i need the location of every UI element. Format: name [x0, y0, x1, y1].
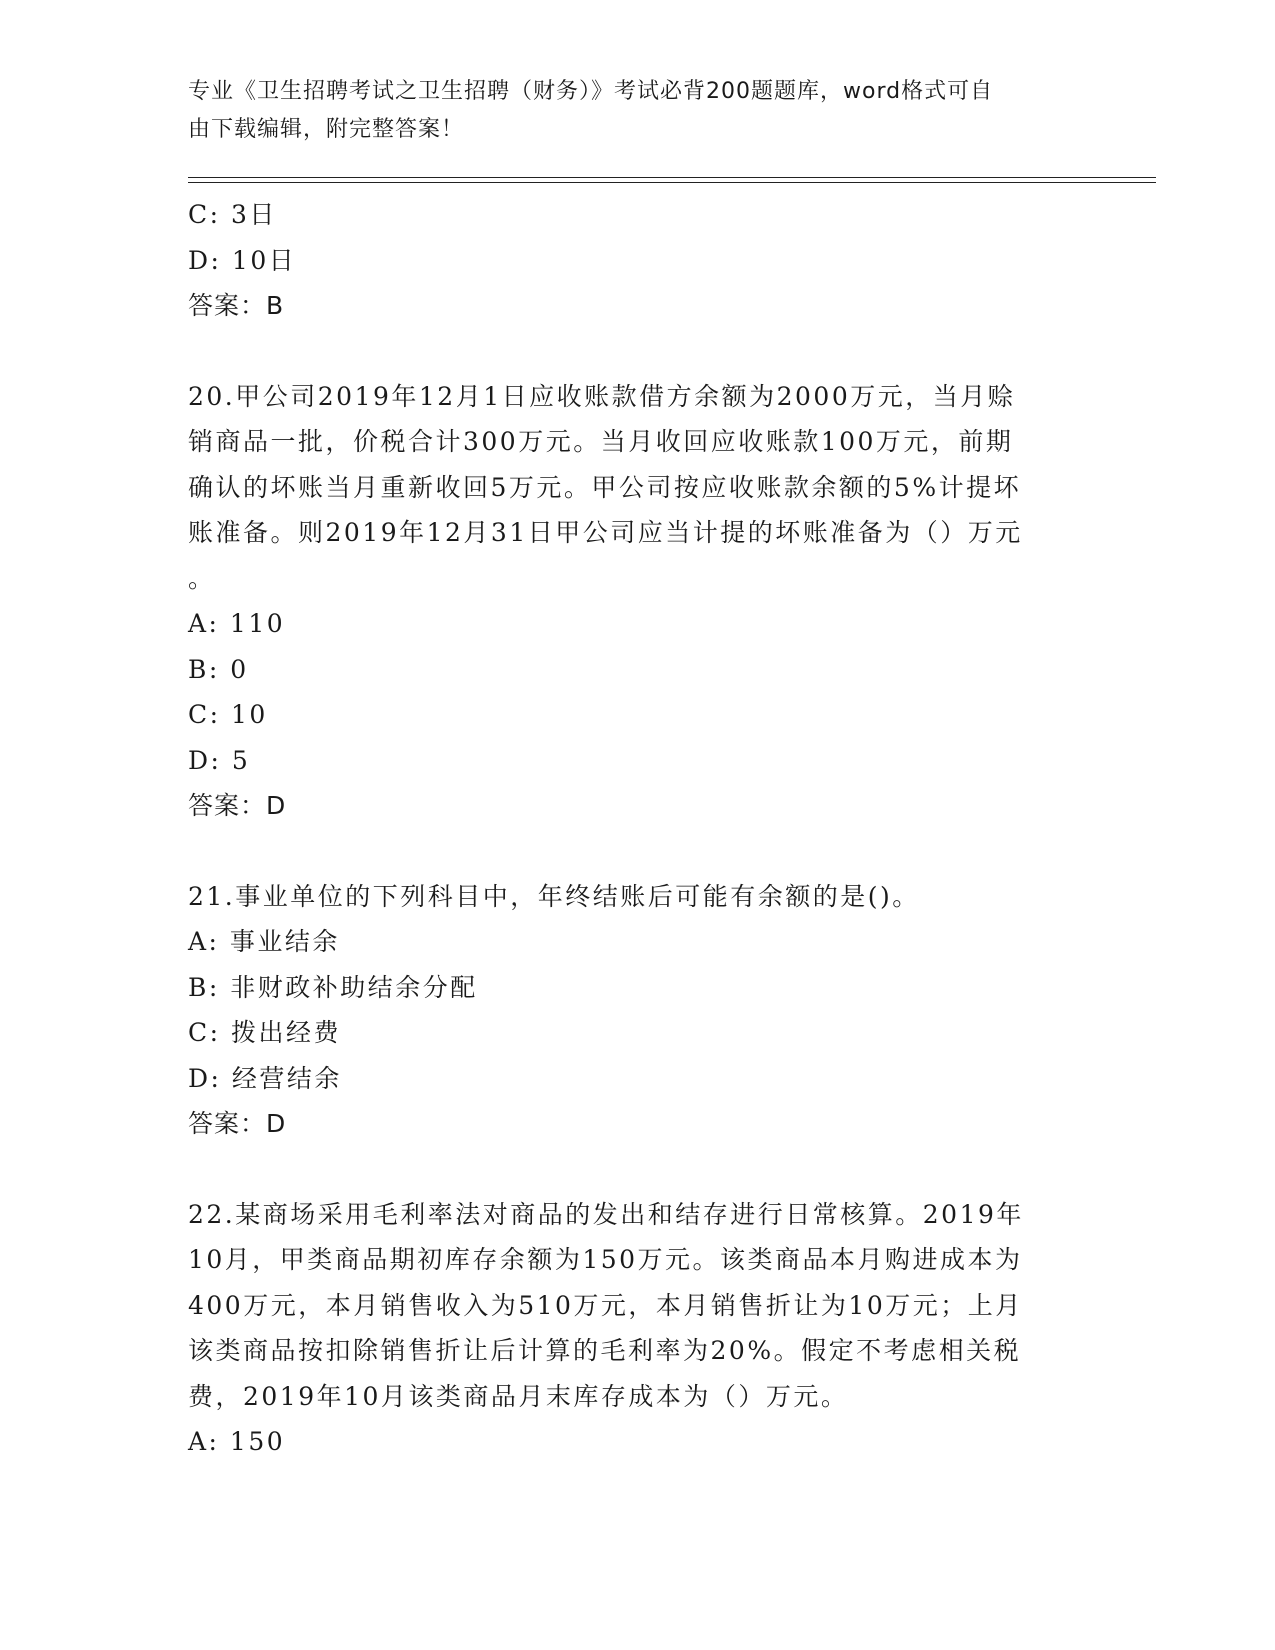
stem-line: 10月，甲类商品期初库存余额为150万元。该类商品本月购进成本为 [188, 1245, 1023, 1274]
stem-line: 账准备。则2019年12月31日甲公司应当计提的坏账准备为（）万元 [188, 518, 1023, 547]
stem-line: 销商品一批，价税合计300万元。当月收回应收账款100万元，前期 [188, 427, 1014, 456]
header-line-1: 专业《卫生招聘考试之卫生招聘（财务）》考试必背200题题库，word格式可自 [188, 79, 994, 104]
option-a: A: 110 [188, 609, 286, 638]
stem-line: 21.事业单位的下列科目中，年终结账后可能有余额的是()。 [188, 881, 920, 911]
stem-line: 确认的坏账当月重新收回5万元。甲公司按应收账款余额的5%计提坏 [188, 472, 1022, 502]
option-c: C: 10 [188, 700, 268, 729]
stem-line: 400万元，本月销售收入为510万元，本月销售折让为10万元；上月 [188, 1290, 1023, 1320]
question-19-tail [188, 192, 1088, 329]
spacer [188, 1147, 1088, 1192]
spacer [188, 329, 1088, 374]
answer-line: 答案：D [188, 1109, 287, 1138]
stem-line: 费，2019年10月该类商品月末库存成本为（）万元。 [188, 1381, 849, 1411]
option-a: A: 150 [188, 1427, 286, 1456]
option-a: A: 事业结余 [188, 927, 340, 956]
page-header [188, 73, 1068, 149]
spacer [188, 829, 1088, 874]
question-stem [188, 1192, 1088, 1420]
option-c: C: 拨出经费 [188, 1018, 341, 1047]
answer-line: 答案：D [188, 791, 287, 820]
stem-line: 该类商品按扣除销售折让后计算的毛利率为20%。假定不考虑相关税 [188, 1336, 1022, 1365]
header-divider-top [188, 177, 1156, 178]
option-d: D: 10日 [188, 245, 297, 275]
option-d: D: 经营结余 [188, 1063, 342, 1093]
stem-line: 。 [188, 563, 216, 593]
option-c: C: 3日 [188, 200, 277, 229]
option-d: D: 5 [188, 745, 251, 775]
header-line-2: 由下载编辑，附完整答案！ [188, 117, 465, 142]
question-stem [188, 374, 1088, 602]
option-b: B: 0 [188, 654, 249, 684]
question-22 [188, 1192, 1088, 1465]
question-21 [188, 874, 1088, 1147]
stem-line: 20.甲公司2019年12月1日应收账款借方余额为2000万元，当月赊 [188, 381, 1016, 411]
question-stem [188, 874, 1088, 920]
question-20 [188, 374, 1088, 829]
header-divider-bottom [188, 182, 1156, 183]
document-body [188, 192, 1088, 1465]
stem-line: 22.某商场采用毛利率法对商品的发出和结存进行日常核算。2019年 [188, 1199, 1024, 1229]
option-b: B: 非财政补助结余分配 [188, 972, 478, 1002]
answer-line: 答案：B [188, 291, 285, 320]
